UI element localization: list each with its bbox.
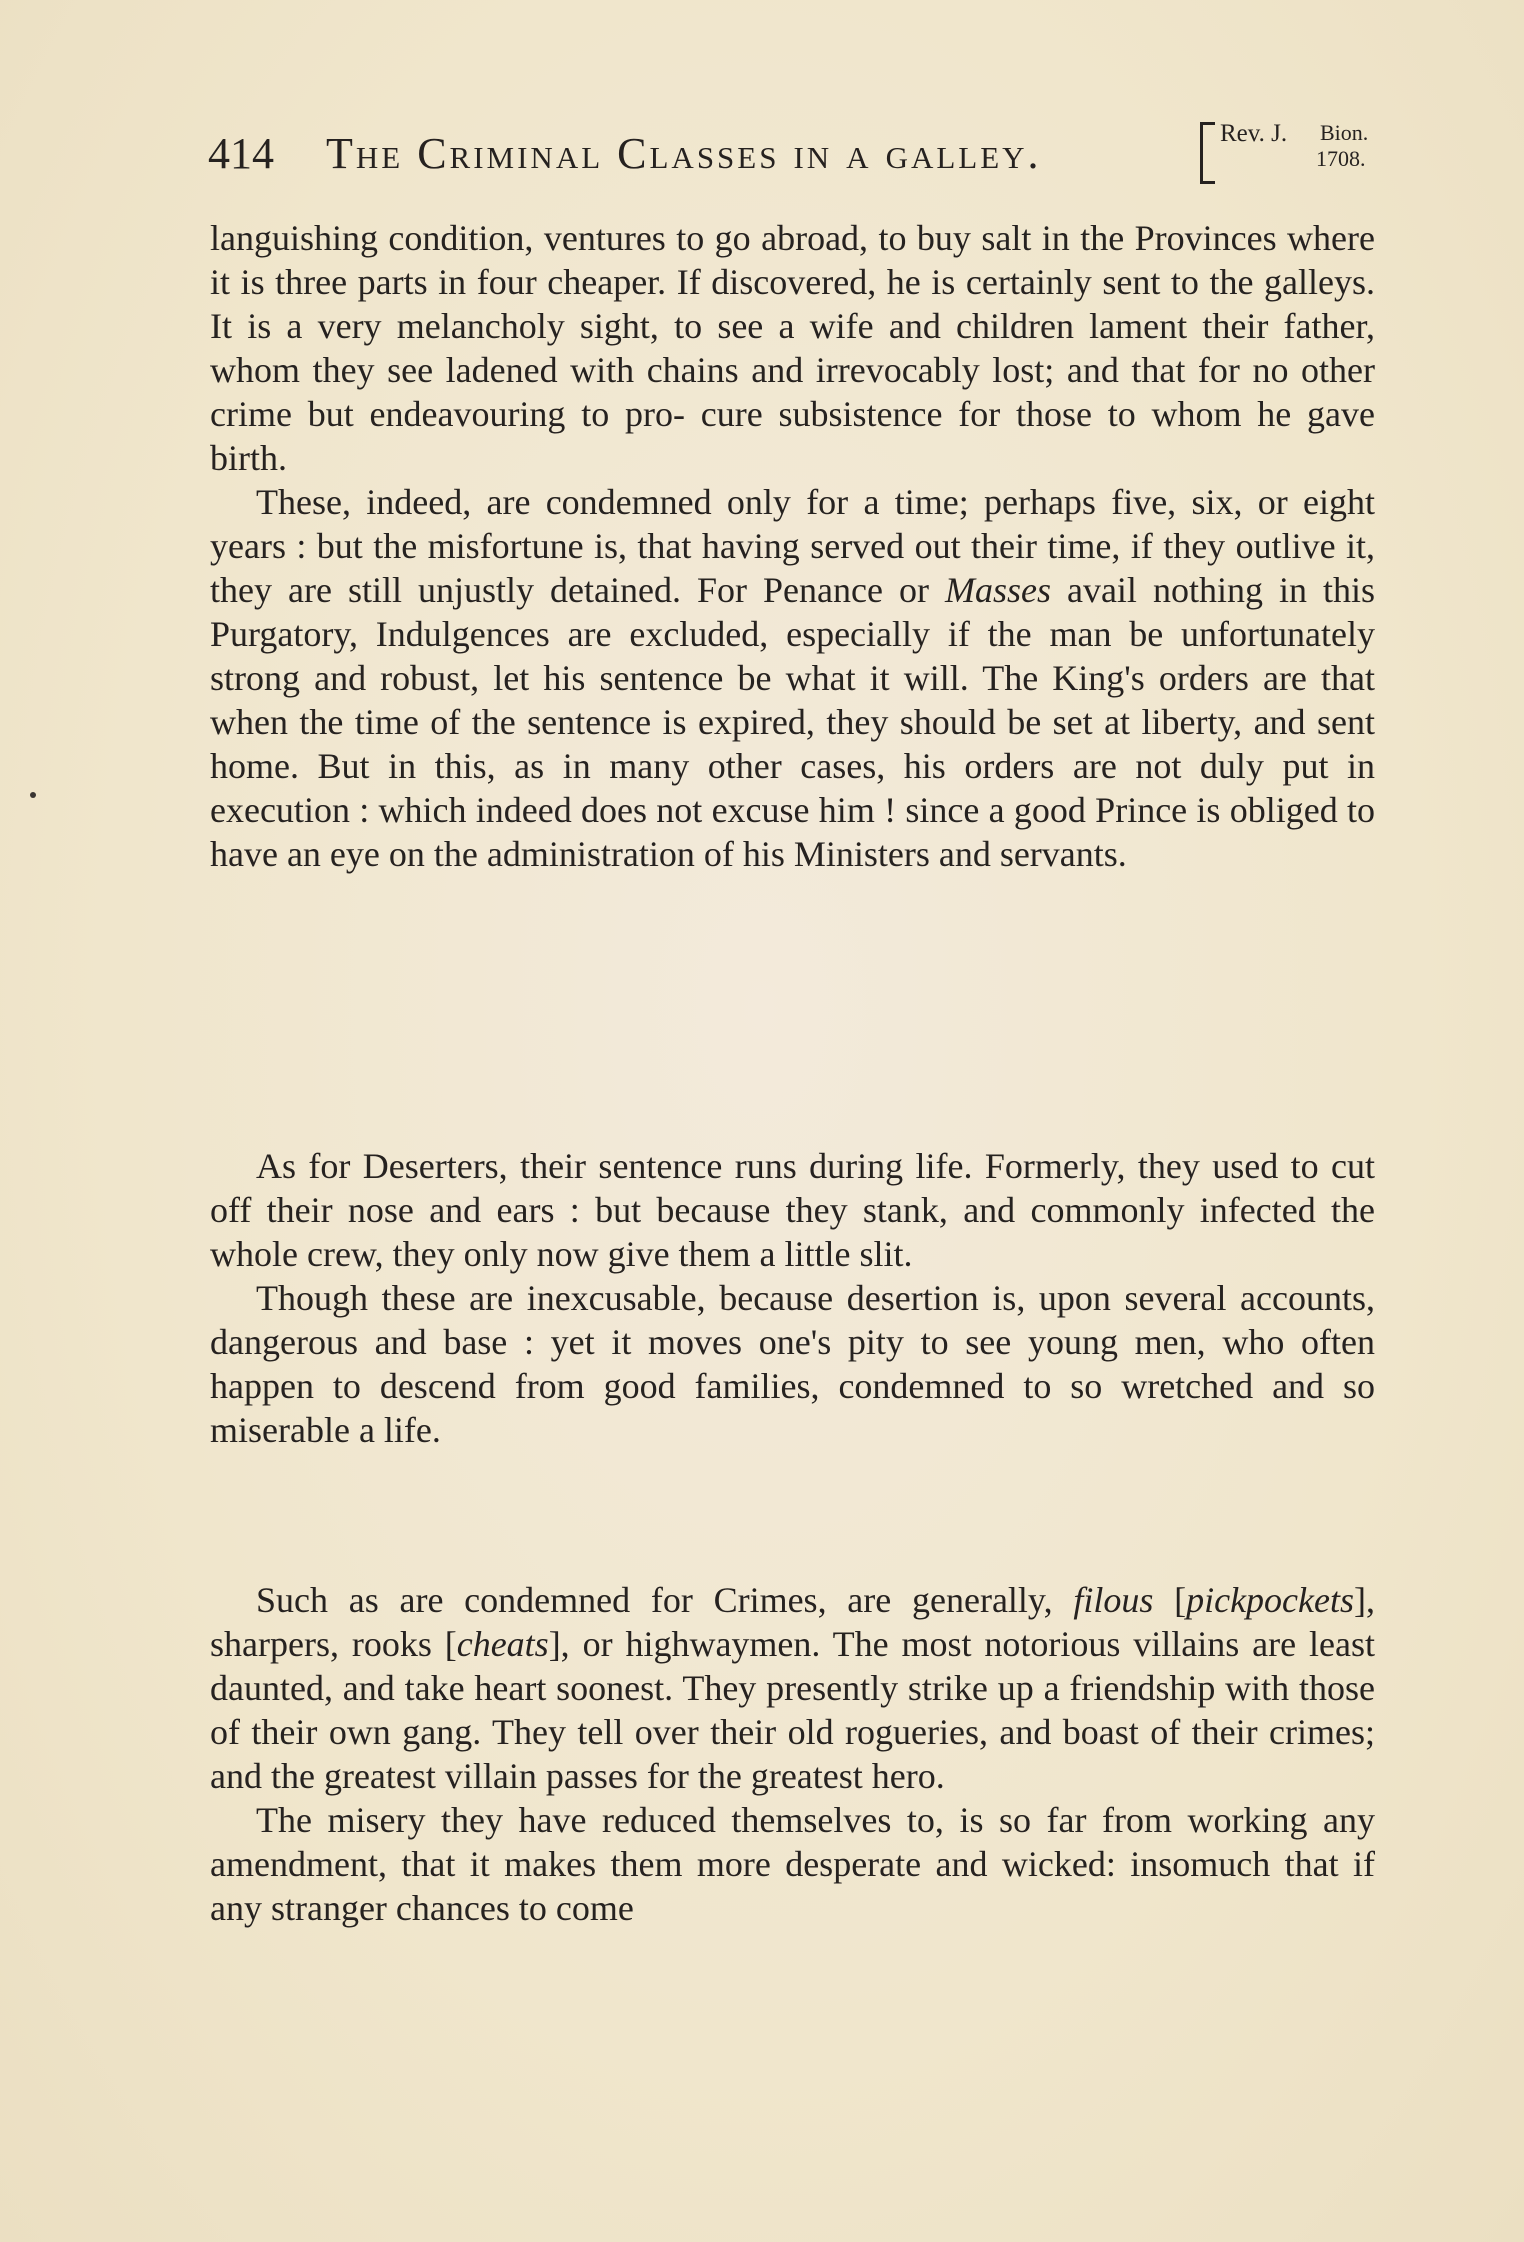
bracket-mark <box>1200 122 1215 184</box>
paragraph: The misery they have reduced themselves to, is so far from working any amendment, that it makes them more desperate and wicked: insomuch that if any stranger chances to come <box>210 1800 1375 1928</box>
text-section-salt-smugglers <box>210 216 1375 876</box>
paragraph: Such as are condemned for Crimes, are generally, filous [pickpockets], sharpers, rooks [cheats], or highwaymen. The most notorious villains are least daunted, and take heart soonest. They presently strike up a friendship with those of their own gang. They tell over their old rogueries, and boast of their crimes; and the greatest villain passes for the greatest hero. <box>210 1580 1375 1796</box>
text-section-deserters <box>210 1144 1375 1452</box>
running-head <box>208 118 1388 188</box>
text-section-criminals <box>210 1578 1375 1930</box>
source-citation <box>1200 118 1390 182</box>
paragraph: These, indeed, are condemned only for a time; perhaps five, six, or eight years : but the misfortune is, that having served out their time, if they outlive it, they are still unjustly detained. For Penance or Masses avail nothing in this Purgatory, Indulgences are excluded, especially if the man be unfortunately strong and robust, let his sentence be what it will. The King's orders are that when the time of the sentence is expired, they should be set at liberty, and sent home. But in this, as in many other cases, his orders are not duly put in execution : which indeed does not excuse him ! since a good Prince is obliged to have an eye on the administration of his Ministers and servants. <box>210 482 1375 874</box>
paragraph: Though these are inexcusable, because desertion is, upon several accounts, dangerous and base : yet it moves one's pity to see young men, who often happen to descend from good families, condemned to so wretched and so miserable a life. <box>210 1278 1375 1450</box>
paragraph: languishing condition, ventures to go abroad, to buy salt in the Provinces where it is three parts in four cheaper. If discovered, he is certainly sent to the galleys. It is a very melancholy sight, to see a wife and children lament their father, whom they see ladened with chains and irrevocably lost; and that for no other crime but endeavouring to pro- cure subsistence for those to whom he gave birth. <box>210 218 1375 478</box>
paper-speck <box>30 792 36 798</box>
citation-source: Bion. <box>1320 120 1369 145</box>
citation-author: Rev. J. <box>1220 120 1288 147</box>
page-number: 414 <box>208 129 274 178</box>
paragraph: As for Deserters, their sentence runs during life. Formerly, they used to cut off their nose and ears : but because they stank, and commonly infected the whole crew, they only now give them a little slit. <box>210 1146 1375 1274</box>
running-title: The Criminal Classes in a galley. <box>326 129 1042 178</box>
citation-year: 1708. <box>1316 146 1366 171</box>
